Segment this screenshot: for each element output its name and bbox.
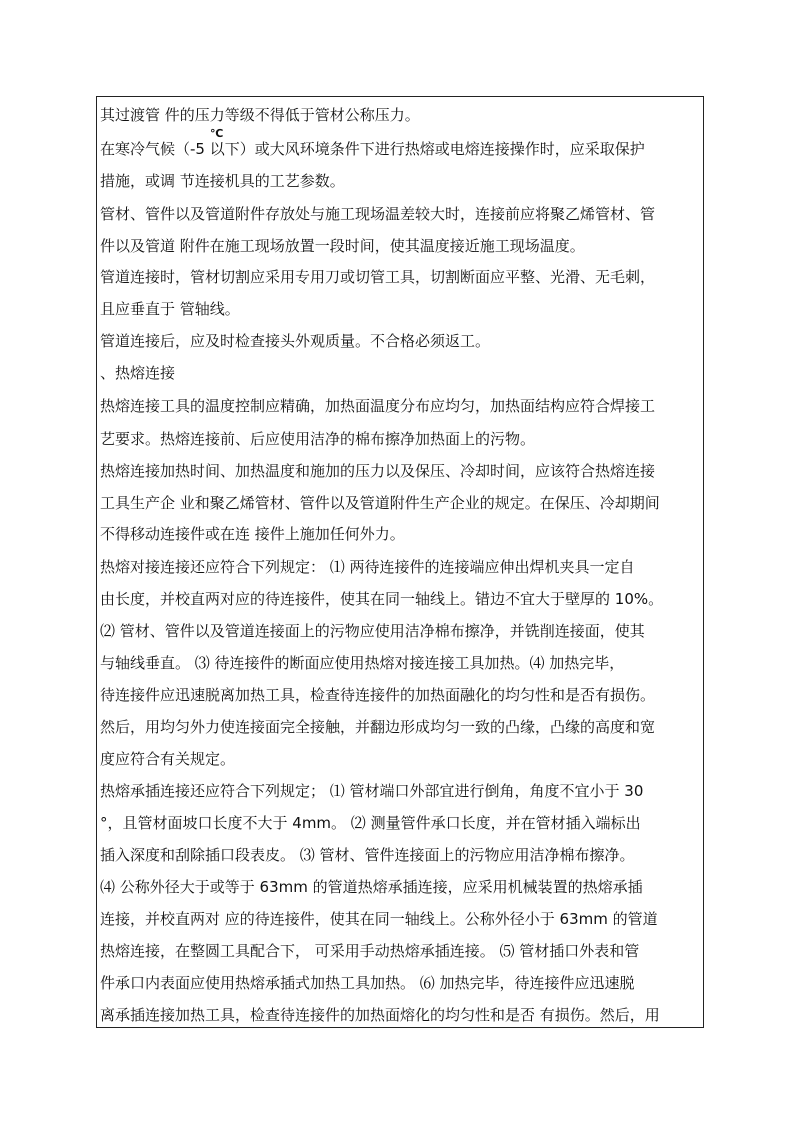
text-line: 待连接件应迅速脱离加热工具，检查待连接件的加热面融化的均匀性和是否有损伤。 bbox=[100, 686, 656, 704]
degree-celsius-symbol: ℃ bbox=[210, 127, 224, 140]
text-line: 件以及管道 附件在施工现场放置一段时间，使其温度接近施工现场温度。 bbox=[100, 237, 585, 255]
text-line: 管道连接时，管材切割应采用专用刀或切管工具，切割断面应平整、光滑、无毛刺， bbox=[100, 268, 656, 286]
text-line: °，且管材面坡口长度不大于 4mm。 ⑵ 测量管件承口长度，并在管材插入端标出 bbox=[100, 814, 641, 832]
text-line: ⑵ 管材、管件以及管道连接面上的污物应使用洁净棉布擦净，并铣削连接面，使其 bbox=[100, 622, 645, 640]
text-line: 热熔连接，在整圆工具配合下， 可采用手动热熔承插连接。 ⑸ 管材插口外表和管 bbox=[100, 942, 640, 960]
text-line: 热熔承插连接还应符合下列规定； ⑴ 管材端口外部宜进行倒角，角度不宜小于 30 bbox=[100, 782, 644, 800]
text-line: 不得移动连接件或在连 接件上施加任何外力。 bbox=[100, 525, 405, 543]
text-line: 管材、管件以及管道附件存放处与施工现场温差较大时，连接前应将聚乙烯管材、管 bbox=[100, 205, 656, 223]
text-line: 度应符合有关规定。 bbox=[100, 750, 236, 768]
text-line: 连接，并校直两对 应的待连接件，使其在同一轴线上。公称外径小于 63mm 的管道 bbox=[100, 910, 658, 928]
text-line: 在寒冷气候（-5 以下）或大风环境条件下进行热熔或电熔连接操作时，应采取保护 bbox=[100, 140, 645, 158]
text-line: 热熔连接工具的温度控制应精确，加热面温度分布应均匀，加热面结构应符合焊接工 bbox=[100, 397, 656, 415]
text-line: 措施，或调 节连接机具的工艺参数。 bbox=[100, 172, 345, 190]
text-line: 艺要求。热熔连接前、后应使用洁净的棉布擦净加热面上的污物。 bbox=[100, 430, 536, 448]
text-line: 件承口内表面应使用热熔承插式加热工具加热。 ⑹ 加热完毕，待连接件应迅速脱 bbox=[100, 974, 635, 992]
text-line: 且应垂直于 管轴线。 bbox=[100, 300, 240, 318]
text-line: 插入深度和刮除插口段表皮。 ⑶ 管材、管件连接面上的污物应用洁净棉布擦净。 bbox=[100, 846, 635, 864]
text-line: 与轴线垂直。 ⑶ 待连接件的断面应使用热熔对接连接工具加热。⑷ 加热完毕， bbox=[100, 654, 625, 672]
text-line: 工具生产企 业和聚乙烯管材、管件以及管道附件生产企业的规定。在保压、冷却期间 bbox=[100, 494, 660, 512]
text-line: 管道连接后，应及时检查接头外观质量。不合格必须返工。 bbox=[100, 332, 491, 350]
text-line: 然后，用均匀外力使连接面完全接触，并翻边形成均匀一致的凸缘，凸缘的高度和宽 bbox=[100, 718, 656, 736]
text-line: 由长度，并校直两对应的待连接件，使其在同一轴线上。错边不宜大于壁厚的 10%。 bbox=[100, 590, 664, 608]
section-heading: 、热熔连接 bbox=[100, 364, 176, 382]
text-line: 其过渡管 件的压力等级不得低于管材公称压力。 bbox=[100, 106, 420, 124]
text-line: 热熔对接连接还应符合下列规定： ⑴ 两待连接件的连接端应伸出焊机夹具一定自 bbox=[100, 558, 635, 576]
text-line: 离承插连接加热工具，检查待连接件的加热面熔化的均匀性和是否 有损伤。然后，用 bbox=[100, 1006, 660, 1024]
text-line: 热熔连接加热时间、加热温度和施加的压力以及保压、冷却时间，应该符合热熔连接 bbox=[100, 462, 656, 480]
text-line: ⑷ 公称外径大于或等于 63mm 的管道热熔承插连接，应采用机械装置的热熔承插 bbox=[100, 878, 643, 896]
